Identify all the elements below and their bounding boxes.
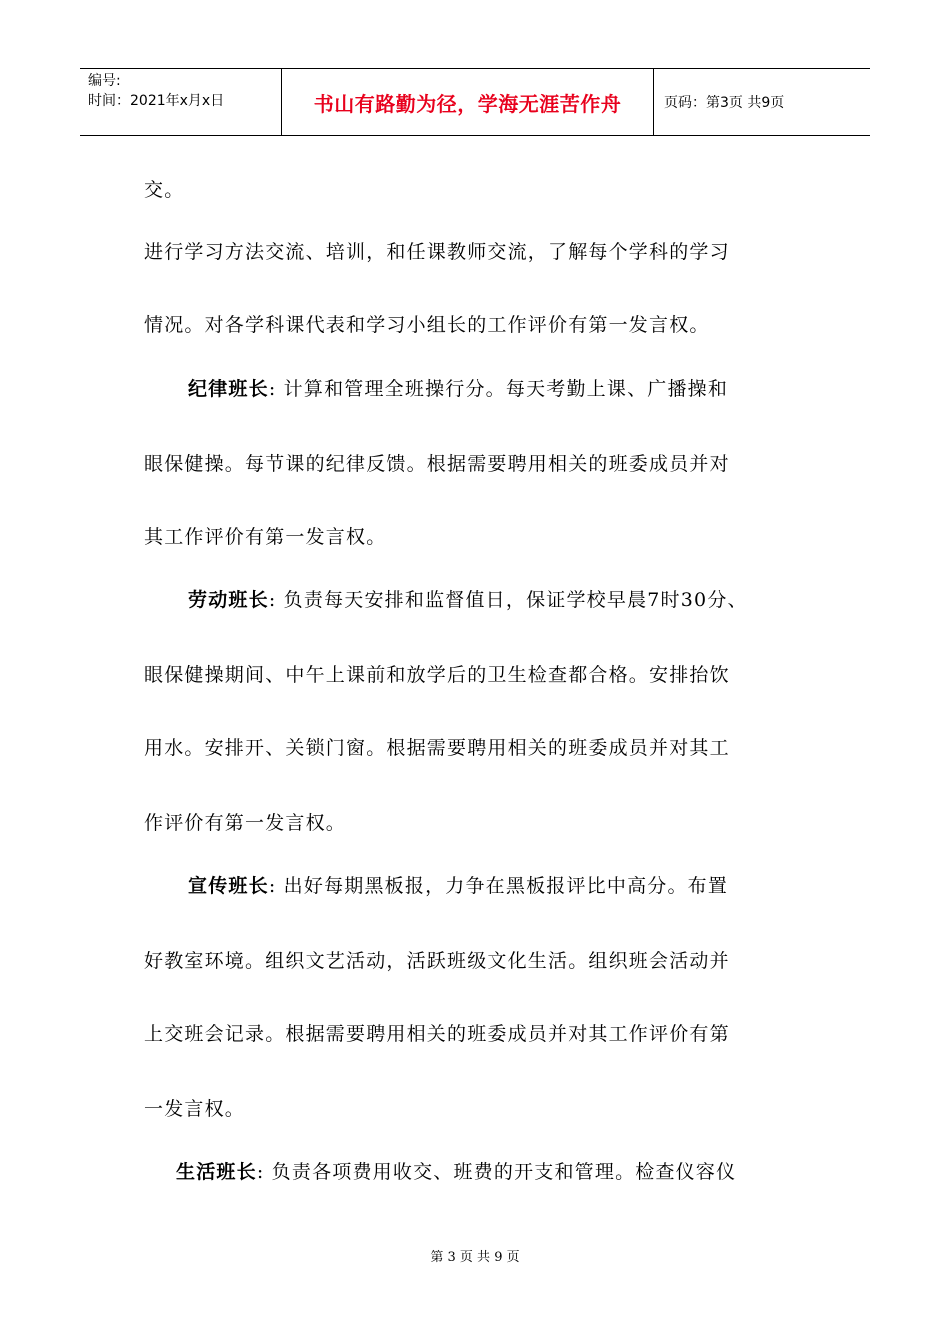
body-line: 一发言权。 — [144, 1098, 246, 1120]
section-title: 劳动班长 — [188, 589, 269, 611]
header-meta — [80, 69, 282, 135]
body-line: 作评价有第一发言权。 — [144, 812, 347, 834]
document-time-label: 时间：2021年x月x日 — [88, 93, 225, 109]
document-header — [80, 68, 870, 136]
body-line: 好教室环境。组织文艺活动，活跃班级文化生活。组织班会活动并 — [144, 950, 730, 972]
body-line: 眼保健操期间、中午上课前和放学后的卫生检查都合格。安排抬饮 — [144, 664, 730, 686]
body-line: 进行学习方法交流、培训，和任课教师交流，了解每个学科的学习 — [144, 241, 730, 263]
section-discipline-line: 纪律班长: 计算和管理全班操行分。每天考勤上课、广播操和 — [188, 378, 729, 400]
section-publicity-line: 宣传班长: 出好每期黑板报，力争在黑板报评比中高分。布置 — [188, 875, 729, 897]
page-footer: 第 3 页 共 9 页 — [430, 1250, 520, 1265]
header-motto: 书山有路勤为径，学海无涯苦作舟 — [282, 69, 654, 135]
document-number-label: 编号: — [88, 73, 121, 89]
section-title: 纪律班长 — [188, 378, 269, 400]
section-title: 生活班长 — [176, 1161, 257, 1183]
body-line: 计算和管理全班操行分。每天考勤上课、广播操和 — [283, 378, 729, 400]
body-line: 出好每期黑板报，力争在黑板报评比中高分。布置 — [283, 875, 729, 897]
body-line: 负责每天安排和监督值日，保证学校早晨7时30分、 — [283, 589, 748, 611]
body-line: 眼保健操。每节课的纪律反馈。根据需要聘用相关的班委成员并对 — [144, 453, 730, 475]
body-line: 其工作评价有第一发言权。 — [144, 526, 387, 548]
body-line: 用水。安排开、关锁门窗。根据需要聘用相关的班委成员并对其工 — [144, 737, 730, 759]
header-page-info: 页码：第3页 共9页 — [664, 95, 785, 111]
section-labor-line: 劳动班长: 负责每天安排和监督值日，保证学校早晨7时30分、 — [188, 589, 748, 611]
section-life-line: 生活班长: 负责各项费用收交、班费的开支和管理。检查仪容仪 — [176, 1161, 737, 1183]
body-line: 交。 — [144, 179, 185, 201]
body-line: 情况。对各学科课代表和学习小组长的工作评价有第一发言权。 — [144, 314, 710, 336]
body-line: 上交班会记录。根据需要聘用相关的班委成员并对其工作评价有第 — [144, 1023, 730, 1045]
section-title: 宣传班长 — [188, 875, 269, 897]
body-line: 负责各项费用收交、班费的开支和管理。检查仪容仪 — [271, 1161, 737, 1183]
